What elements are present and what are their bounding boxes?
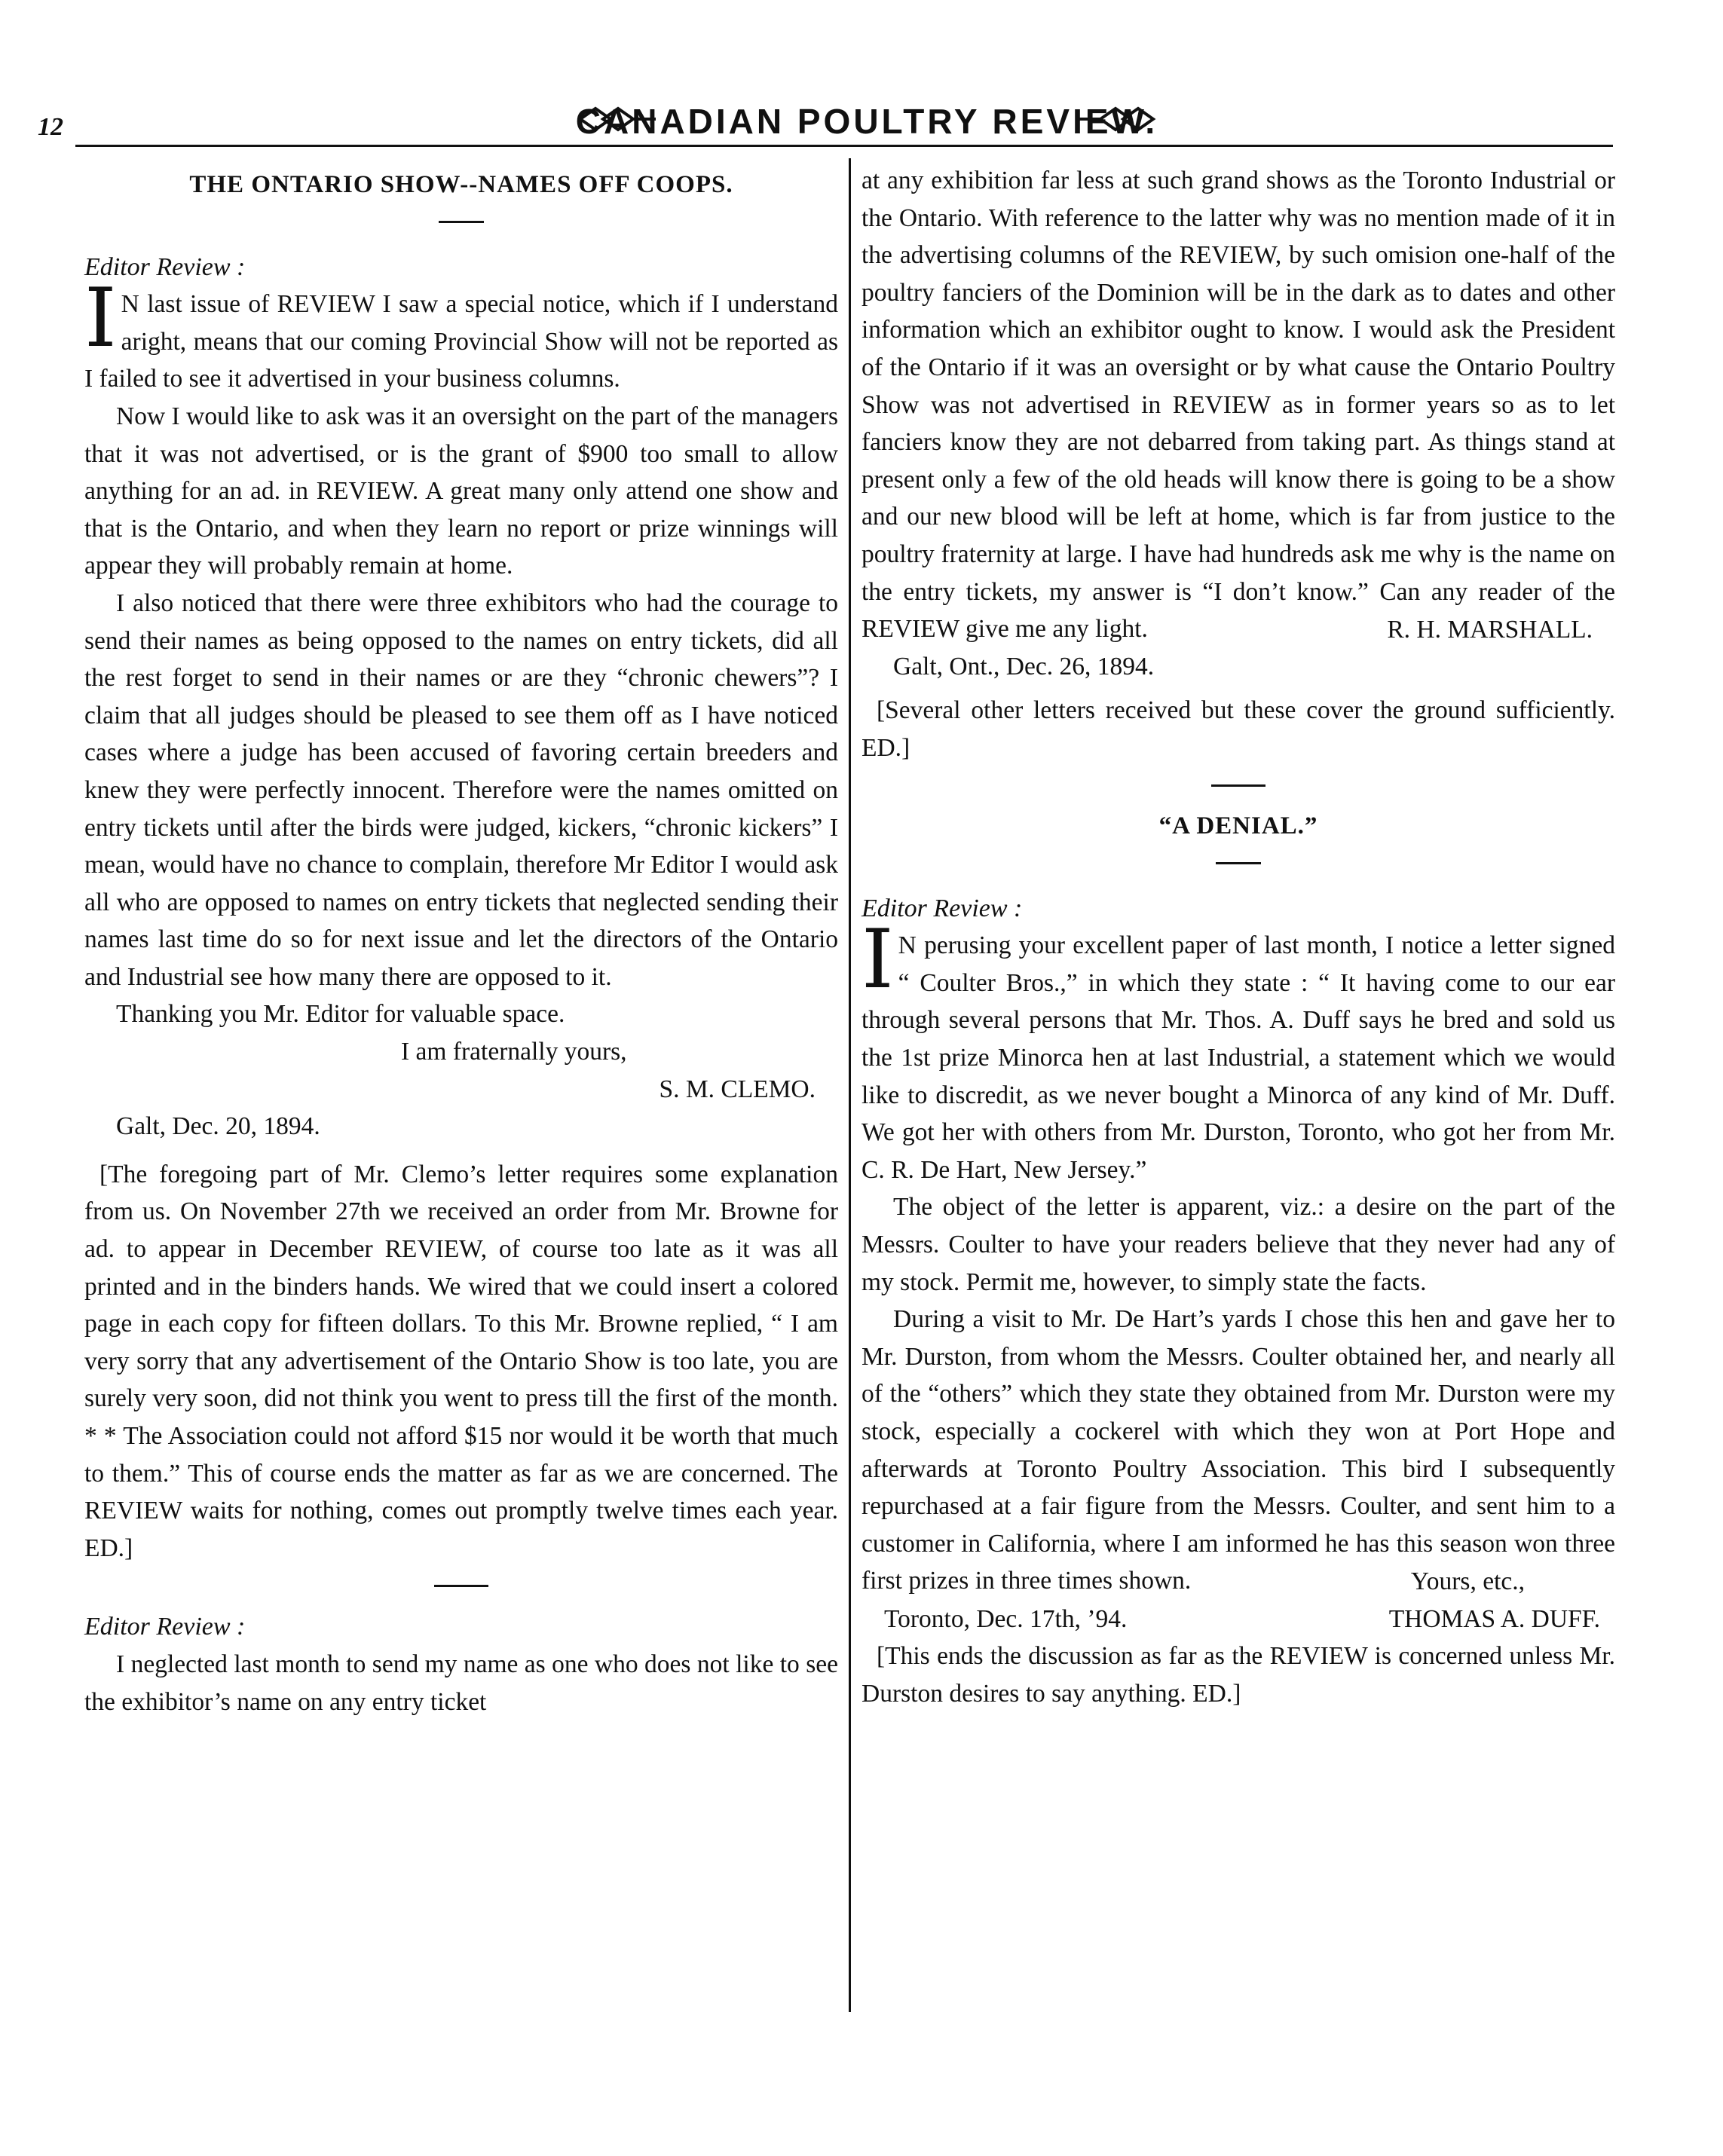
page-number: 12 xyxy=(38,113,63,141)
salutation: Editor Review : xyxy=(84,252,246,281)
paragraph-text: N perusing your excellent paper of last month, I notice a letter signed “ Coulter Bros.,” in which they state : “ It having come to our ear through several persons that Mr. Thos. A. Duff says he bred and sold us the 1st prize Minorca hen at last Industrial, a statement which we would like to discredit, as we never bought a Minorca of any kind of Mr. Duff. We got her with others from Mr. Durston, Toronto, who got her from Mr. C. R. De Hart, New Jersey.” xyxy=(862,931,1615,1184)
paragraph-text: N last issue of REVIEW I saw a special notice, which if I understand aright, means that our coming Provincial Show will not be reported as I failed to see it advertised in your business columns. xyxy=(84,290,838,393)
salutation: Editor Review : xyxy=(84,1613,246,1641)
section-rule xyxy=(1211,784,1265,787)
paragraph: at any exhibition far less at such grand shows as the Toronto Industrial or the Ontario. With reference to the latter why was no mention made of it in the advertising columns of the REVIEW, by such omision one-half of the poultry fanciers of the Dominion will be in the dark as to dates and other information which an exhibitor ought to know. I would ask the President of the Ontario if it was an oversight or by what cause the Ontario Poultry Show was not advertised in REVIEW as in former years so as to let fanciers know they are not debarred from taking part. As things stand at present only a few of the old heads will know there is going to be a show and our new blood will be left at home, which is far from justice to the poultry fraternity at large. I have had hundreds ask me why is the name on the entry tickets, my answer is “I don’t know.” Can any reader of the REVIEW give me any light. xyxy=(862,167,1615,644)
paragraph: The object of the letter is apparent, viz.: a desire on the part of the Messrs. Coulter to have your readers believe that they never had any of my stock. Permit me, however, to simply state the facts. xyxy=(862,1193,1615,1296)
paragraph xyxy=(862,913,1615,1188)
thanks-line: Thanking you Mr. Editor for valuable space. xyxy=(116,1000,565,1029)
paragraph: During a visit to Mr. De Hart’s yards I chose this hen and gave her to Mr. Durston, from whom the Messrs. Coulter obtained her, and nearly all of the “others” which they state they obtained from Mr. Durston were my stock, especially a cockerel with which they won at Port Hope and afterwards at Toronto Poultry Association. This bird I subsequently repurchased at a fair figure from the Messrs. Coulter, and sent him to a customer in California, where I am informed he has this season won three first prizes in three times shown. xyxy=(862,1305,1615,1595)
paragraph: I neglected last month to send my name as one who does not like to see the exhibitor’s name on any entry ticket xyxy=(84,1650,838,1716)
editor-note: [The foregoing part of Mr. Clemo’s letter requires some explanation from us. On November 27th we received an order from Mr. Browne for ad. to appear in December REVIEW, of course too late as it was all printed and in the binders hands. We wired that we could insert a colored page in each copy for fifteen dollars. To this Mr. Browne replied, “ I am very sorry that any advertisement of the Ontario Show is too late, you are surely very soon, did not think you went to press till the first of the month. * * The Association could not afford $15 nor would it be worth that much to them.” This of course ends the matter as far as we are concerned. The REVIEW waits for nothing, comes out promptly twelve times each year. ED.] xyxy=(84,1160,838,1562)
paragraph: Now I would like to ask was it an oversight on the part of the managers that it was not advertised, or is the grant of $900 too small to allow anything for an ad. in REVIEW. A great many only attend one show and that is the Ontario, and when they learn no report or prize winnings will appear they will probably remain at home. xyxy=(84,402,838,580)
heading-dash xyxy=(1216,862,1261,864)
dateline: Galt, Ont., Dec. 26, 1894. xyxy=(893,653,1155,681)
closing-line: Yours, etc., xyxy=(1410,1567,1525,1595)
masthead-ornament-right-icon xyxy=(1070,98,1161,140)
dateline: Galt, Dec. 20, 1894. xyxy=(116,1112,320,1141)
paragraph: I also noticed that there were three exhibitors who had the courage to send their names as being opposed to the names on entry tickets, did all the rest forget to send in their names or are they “chronic chewers”? I claim that all judges should be pleased to see them off as I have noticed cases where a judge has been accused of favoring certain breeders and knew they were perfectly innocent. Therefore were the names omitted on entry tickets until after the birds were judged, kickers, “chronic kickers” I mean, would have no chance to complain, therefore Mr Editor I would ask all who are opposed to names on entry tickets that neglected sending their names last time do so for next issue and let the directors of the Ontario and Industrial see how many there are opposed to it. xyxy=(84,589,838,991)
article-heading: “A DENIAL.” xyxy=(1158,812,1318,840)
signature: R. H. MARSHALL. xyxy=(1387,615,1593,644)
column-divider xyxy=(849,158,851,2012)
drop-cap: I xyxy=(862,913,894,1008)
drop-cap: I xyxy=(84,271,117,366)
editor-note: [This ends the discussion as far as the REVIEW is concerned unless Mr. Durston desires to say anything. ED.] xyxy=(862,1642,1615,1708)
salutation: Editor Review : xyxy=(862,894,1023,922)
closing-line: I am fraternally yours, xyxy=(401,1038,627,1066)
heading-dash xyxy=(439,221,484,223)
section-rule xyxy=(434,1585,488,1587)
header-rule xyxy=(75,145,1613,147)
article-heading: THE ONTARIO SHOW--NAMES OFF COOPS. xyxy=(189,171,733,198)
dateline: Toronto, Dec. 17th, ’94. xyxy=(884,1604,1128,1633)
masthead-title: CANADIAN POULTRY REVIEW. xyxy=(575,102,1158,141)
signature: THOMAS A. DUFF. xyxy=(1388,1604,1600,1633)
paragraph xyxy=(84,271,838,398)
signature: S. M. CLEMO. xyxy=(659,1075,816,1103)
right-column xyxy=(862,162,1615,1712)
signature-line xyxy=(862,1601,1615,1638)
editor-note: [Several other letters received but these cover the ground sufficiently. ED.] xyxy=(862,696,1615,762)
masthead xyxy=(573,98,1161,140)
left-column xyxy=(84,162,838,1720)
